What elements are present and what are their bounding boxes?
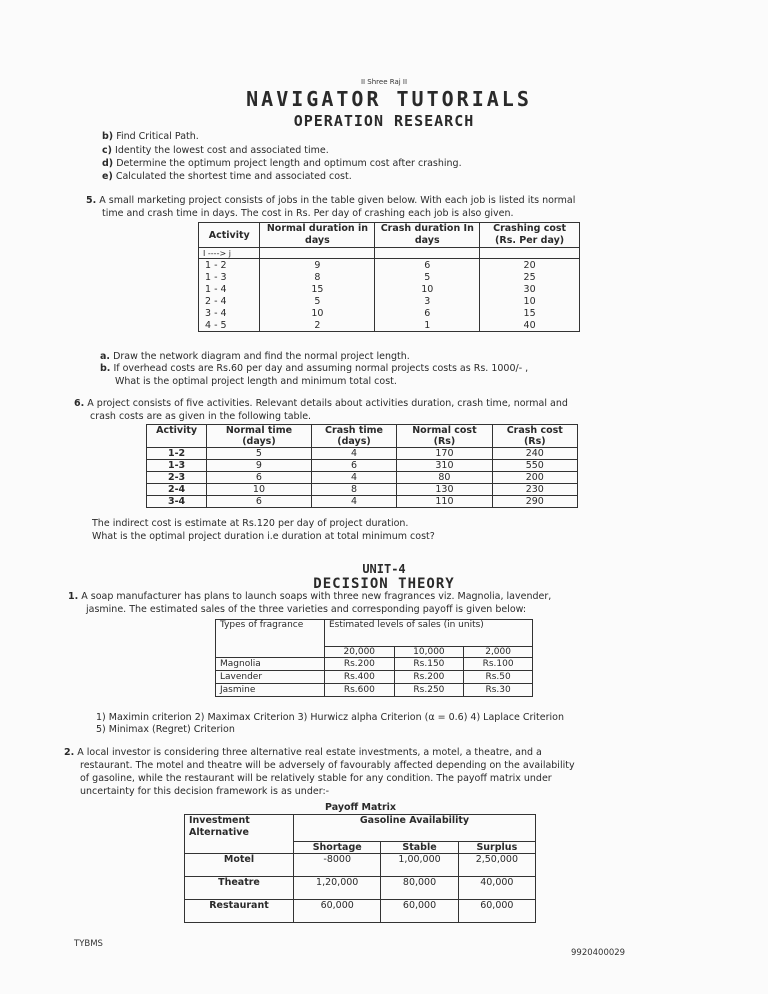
brand-title: NAVIGATOR TUTORIALS — [246, 87, 532, 111]
table-cell: 4 - 5 — [199, 319, 260, 332]
sales-level: 20,000 — [325, 646, 395, 657]
table-row — [199, 271, 580, 283]
dq1-table-body — [216, 657, 533, 696]
dq2-line1 — [64, 747, 542, 758]
table-cell: 1 — [375, 319, 480, 332]
table-cell: 2,50,000 — [458, 853, 535, 876]
table-cell: Rs.600 — [325, 683, 395, 696]
row-header: Restaurant — [185, 899, 294, 922]
table-cell: 1 - 2 — [199, 259, 260, 272]
footer-phone: 9920400029 — [571, 948, 626, 958]
table-cell: 110 — [397, 496, 492, 508]
table-cell: 200 — [492, 472, 577, 484]
table-header-row — [147, 425, 578, 448]
states-row — [185, 841, 536, 853]
table-cell: 80,000 — [381, 876, 458, 899]
table-cell: 550 — [492, 460, 577, 472]
table-cell: 4 — [311, 472, 397, 484]
dq2-line3: of gasoline, while the restaurant will be relatively stable for any condition. The payoff matrix under — [80, 773, 552, 784]
table-cell: 1,00,000 — [381, 853, 458, 876]
invocation-text: II Shree Raj II — [360, 78, 408, 86]
table-header-row — [185, 815, 536, 842]
table-cell: 10 — [375, 283, 480, 295]
empty-cell — [185, 841, 294, 853]
table-cell: 1 - 4 — [199, 283, 260, 295]
table-cell: 60,000 — [381, 899, 458, 922]
table-cell: 9 — [260, 259, 375, 272]
row-header: Theatre — [185, 876, 294, 899]
table-cell: Rs.250 — [394, 683, 464, 696]
table-cell: 240 — [492, 448, 577, 460]
empty-cell — [480, 248, 580, 259]
table-row — [147, 496, 578, 508]
part-label: b. — [100, 363, 111, 374]
table-cell: 3 - 4 — [199, 307, 260, 319]
table-cell: 4 — [311, 448, 397, 460]
table-cell: 40 — [480, 319, 580, 332]
table-cell: 2 - 4 — [199, 295, 260, 307]
table-row — [147, 472, 578, 484]
col-header: Normal cost (Rs) — [397, 425, 492, 448]
unit-title: UNIT-4 — [362, 562, 406, 576]
dq1-number: 1. — [68, 591, 79, 602]
table-cell: 4 — [311, 496, 397, 508]
dq2-line2: restaurant. The motel and theatre will be adversely of favourably affected depending on the availability — [80, 760, 575, 771]
table-cell: 6 — [375, 307, 480, 319]
table-row — [147, 460, 578, 472]
col-header: Normal time (days) — [207, 425, 312, 448]
col-header: Normal duration in days — [260, 223, 375, 248]
table-cell: Rs.200 — [394, 670, 464, 683]
table-cell: 5 — [207, 448, 312, 460]
row-header: Motel — [185, 853, 294, 876]
table-cell: 230 — [492, 484, 577, 496]
table-cell: 1,20,000 — [294, 876, 381, 899]
table-cell: 6 — [207, 472, 312, 484]
table-cell: Lavender — [216, 670, 325, 683]
table-cell: -8000 — [294, 853, 381, 876]
subject-title: OPERATION RESEARCH — [293, 112, 475, 130]
q5-table-body — [199, 259, 580, 332]
table-cell: Rs.150 — [394, 657, 464, 670]
table-cell: 8 — [260, 271, 375, 283]
q5-line2: time and crash time in days. The cost in Rs. Per day of crashing each job is also given. — [102, 208, 514, 219]
table-cell: 130 — [397, 484, 492, 496]
empty-cell — [216, 646, 325, 657]
dq1-table — [215, 619, 533, 697]
q5-number: 5. — [86, 195, 97, 206]
table-cell: Rs.400 — [325, 670, 395, 683]
q6-text: A project consists of five activities. Relevant details about activities duration, crash time, normal and — [87, 398, 568, 409]
subpart-d — [102, 158, 462, 169]
table-row — [199, 295, 580, 307]
table-header-row — [199, 223, 580, 248]
table-cell: 5 — [260, 295, 375, 307]
table-row — [147, 484, 578, 496]
col-header-fragrance: Types of fragrance — [216, 620, 325, 647]
q5-part-a — [100, 351, 410, 362]
q6-after1: The indirect cost is estimate at Rs.120 per day of project duration. — [92, 518, 409, 529]
table-cell: 2 — [260, 319, 375, 332]
table-cell: 5 — [375, 271, 480, 283]
part-label: a. — [100, 351, 111, 362]
sales-level: 10,000 — [394, 646, 464, 657]
subpart-text: Identity the lowest cost and associated time. — [115, 145, 329, 156]
subpart-text: Determine the optimum project length and optimum cost after crashing. — [116, 158, 462, 169]
table-row — [216, 670, 533, 683]
state-header: Surplus — [458, 841, 535, 853]
table-row — [199, 319, 580, 332]
q5-text: A small marketing project consists of jobs in the table given below. With each job is listed its normal — [99, 195, 576, 206]
table-row — [216, 683, 533, 696]
table-row — [185, 853, 536, 876]
subpart-b — [102, 131, 199, 142]
table-row — [185, 899, 536, 922]
subpart-text: Calculated the shortest time and associated cost. — [115, 171, 352, 182]
table-cell: Jasmine — [216, 683, 325, 696]
payoff-table — [184, 814, 536, 923]
table-cell: Rs.100 — [464, 657, 533, 670]
col-header-gasoline: Gasoline Availability — [294, 815, 536, 842]
table-cell: 30 — [480, 283, 580, 295]
subpart-label: d) — [102, 158, 114, 169]
state-header: Stable — [381, 841, 458, 853]
payoff-table-body — [185, 841, 536, 922]
table-cell: 2-4 — [147, 484, 207, 496]
dq1-line2: jasmine. The estimated sales of the three varieties and corresponding payoff is given below: — [86, 604, 527, 615]
dq1-criteria1: 1) Maximin criterion 2) Maximax Criterion 3) Hurwicz alpha Criterion (α = 0.6) 4) Laplace Criterion — [96, 712, 565, 723]
empty-cell — [375, 248, 480, 259]
table-cell: 40,000 — [458, 876, 535, 899]
table-cell: 6 — [207, 496, 312, 508]
table-cell: 25 — [480, 271, 580, 283]
table-cell: 8 — [311, 484, 397, 496]
table-cell: 6 — [311, 460, 397, 472]
table-cell: Rs.30 — [464, 683, 533, 696]
table-cell: 1-3 — [147, 460, 207, 472]
dq1-text: A soap manufacturer has plans to launch soaps with three new fragrances viz. Magnolia, lavender, — [81, 591, 552, 602]
table-cell: 2-3 — [147, 472, 207, 484]
table-cell: 290 — [492, 496, 577, 508]
table-row — [199, 283, 580, 295]
part-text: If overhead costs are Rs.60 per day and assuming normal projects costs as Rs. 1000/- , — [113, 363, 529, 374]
subpart-label: c) — [102, 145, 112, 156]
table-cell: 10 — [207, 484, 312, 496]
table-cell: 60,000 — [294, 899, 381, 922]
table-row — [199, 307, 580, 319]
table-cell: 6 — [375, 259, 480, 272]
table-cell: 1 - 3 — [199, 271, 260, 283]
subpart-e — [102, 171, 352, 182]
activity-subheader: I ----> j — [199, 248, 260, 259]
dq1-criteria2: 5) Minimax (Regret) Criterion — [96, 724, 235, 735]
state-header: Shortage — [294, 841, 381, 853]
q6-table — [146, 424, 578, 508]
q5-part-b — [100, 363, 528, 374]
q5-line1 — [86, 195, 575, 206]
table-header-row — [216, 620, 533, 647]
q5-table — [198, 222, 580, 332]
table-cell: 1-2 — [147, 448, 207, 460]
subpart-c — [102, 145, 329, 156]
table-row — [216, 657, 533, 670]
table-row — [199, 259, 580, 272]
dq2-number: 2. — [64, 747, 75, 758]
table-cell: 15 — [260, 283, 375, 295]
col-header: Activity — [147, 425, 207, 448]
col-header: Crash duration In days — [375, 223, 480, 248]
dq2-line4: uncertainty for this decision framework is as under:- — [80, 786, 330, 797]
subpart-text: Find Critical Path. — [116, 131, 199, 142]
q6-line1 — [74, 398, 568, 409]
q6-line2: crash costs are as given in the following table. — [90, 411, 312, 422]
table-subheader-row — [199, 248, 580, 259]
unit-subtitle: DECISION THEORY — [313, 576, 455, 592]
footer-course: TYBMS — [74, 939, 103, 949]
table-cell: 10 — [480, 295, 580, 307]
table-cell: Rs.200 — [325, 657, 395, 670]
dq1-line1 — [68, 591, 551, 602]
col-header-sales: Estimated levels of sales (in units) — [325, 620, 533, 647]
sales-level: 2,000 — [464, 646, 533, 657]
part-text: Draw the network diagram and find the normal project length. — [113, 351, 410, 362]
q6-after2: What is the optimal project duration i.e duration at total minimum cost? — [92, 531, 435, 542]
q6-number: 6. — [74, 398, 85, 409]
table-cell: 60,000 — [458, 899, 535, 922]
col-header: Crashing cost (Rs. Per day) — [480, 223, 580, 248]
table-cell: 10 — [260, 307, 375, 319]
table-cell: 15 — [480, 307, 580, 319]
table-cell: 170 — [397, 448, 492, 460]
empty-cell — [260, 248, 375, 259]
col-header: Activity — [199, 223, 260, 248]
table-row — [147, 448, 578, 460]
table-cell: 3 — [375, 295, 480, 307]
table-cell: 9 — [207, 460, 312, 472]
q6-table-body — [147, 448, 578, 508]
table-cell: 3-4 — [147, 496, 207, 508]
q5-part-b-cont: What is the optimal project length and minimum total cost. — [115, 376, 397, 387]
table-row — [185, 876, 536, 899]
table-cell: Rs.50 — [464, 670, 533, 683]
col-header: Crash time (days) — [311, 425, 397, 448]
table-cell: 80 — [397, 472, 492, 484]
subpart-label: b) — [102, 131, 114, 142]
subpart-label: e) — [102, 171, 113, 182]
dq2-text: A local investor is considering three alternative real estate investments, a motel, a theatre, and a — [77, 747, 542, 758]
table-cell: 310 — [397, 460, 492, 472]
payoff-caption: Payoff Matrix — [325, 802, 397, 813]
col-header-investment: Investment Alternative — [185, 815, 294, 842]
table-levels-row — [216, 646, 533, 657]
table-cell: Magnolia — [216, 657, 325, 670]
table-cell: 20 — [480, 259, 580, 272]
col-header: Crash cost (Rs) — [492, 425, 577, 448]
